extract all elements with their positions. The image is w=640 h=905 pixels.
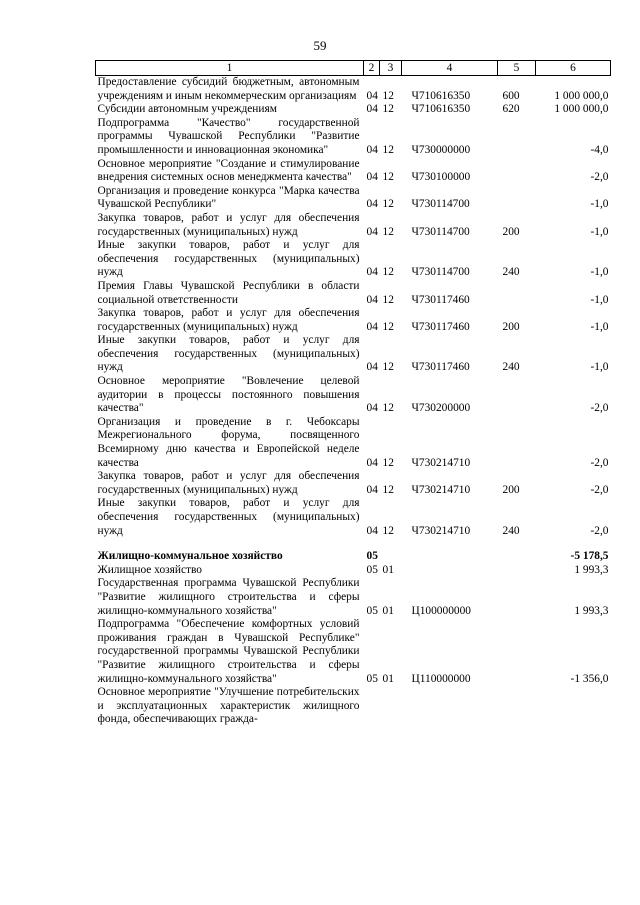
row-name: Основное мероприятие "Вовлечение целевой аудитории в процессы постоянного повышения качества" [97,375,360,415]
row-subsection: 12 [382,89,394,102]
row-subsection: 12 [382,320,394,333]
table-row [96,117,611,158]
row-name: Иные закупки товаров, работ и услуг для обеспечения государственных (муниципальных) нужд [97,334,360,374]
row-name: Закупка товаров, работ и услуг для обеспечения государственных (муниципальных) нужд [97,470,360,496]
row-amount: -1,0 [590,293,609,306]
row-target-article: Ч730117460 [411,361,470,374]
table-row [96,103,611,117]
row-target-article: Ч730000000 [411,143,471,156]
row-subsection: 12 [382,483,394,496]
row-target-article: Ч730214710 [411,456,471,469]
row-target-article: Ч730117460 [411,320,470,333]
col-header-expense-type: 5 [498,61,536,76]
row-section: 04 [366,483,378,496]
row-section: 04 [366,293,378,306]
row-amount: -2,0 [590,171,609,184]
row-subsection: 12 [382,524,394,537]
table-row [96,550,611,564]
row-section: 04 [366,143,378,156]
row-target-article: Ц110000000 [411,672,471,685]
col-header-name: 1 [96,61,364,76]
row-amount: -2,0 [590,483,609,496]
row-expense-type [498,185,536,212]
col-header-amount: 6 [536,61,611,76]
row-section: 04 [366,320,378,333]
col-header-subsection: 3 [380,61,402,76]
row-section [364,686,380,727]
row-subsection: 12 [382,143,394,156]
row-amount [536,686,611,727]
row-expense-type: 240 [502,524,520,537]
row-subsection: 12 [382,266,394,279]
row-target-article: Ч730117460 [411,293,470,306]
row-name: Жилищно-коммунальное хозяйство [97,550,283,563]
table-row [96,686,611,727]
row-name: Иные закупки товаров, работ и услуг для обеспечения государственных (муниципальных) нужд [97,239,360,279]
row-spacer [96,538,611,550]
table-row [96,470,611,497]
row-section: 04 [366,103,378,116]
row-expense-type: 200 [502,225,520,238]
row-section: 04 [366,402,378,415]
table-row [96,577,611,618]
row-expense-type [498,375,536,416]
row-name: Организация и проведение конкурса "Марка качества Чувашской Республики" [97,184,360,211]
row-name: Основное мероприятие "Улучшение потребительских и эксплуатационных характеристик жилищного фонда, обеспечивающих гражда- [97,686,360,726]
row-subsection: 01 [382,672,394,685]
row-expense-type [498,618,536,686]
row-expense-type: 600 [502,89,520,102]
row-expense-type: 200 [502,320,520,333]
row-amount: 1 993,3 [574,563,609,576]
table-row [96,185,611,212]
row-section: 04 [366,225,378,238]
row-amount: 1 993,3 [574,604,609,617]
row-amount: -2,0 [590,524,609,537]
row-expense-type [498,577,536,618]
row-subsection: 12 [382,456,394,469]
row-amount: -4,0 [590,143,609,156]
row-expense-type [498,564,536,578]
row-section: 04 [366,198,378,211]
row-target-article: Ч730114700 [411,198,470,211]
row-subsection: 12 [382,171,394,184]
row-subsection [380,686,402,727]
row-name: Государственная программа Чувашской Республики "Развитие жилищного строительства и сферы жилищно-коммунального хозяйства" [97,577,360,617]
row-amount: 1 000 000,0 [554,89,609,102]
row-name: Подпрограмма "Качество" государственной программы Чувашской Республики "Развитие промышленности и инновационная экономика" [97,116,360,156]
row-expense-type: 240 [502,361,520,374]
row-section: 04 [366,266,378,279]
row-target-article: Ч730100000 [411,171,471,184]
row-section: 05 [366,672,378,685]
budget-table-body [96,76,611,727]
row-spacer-cell [96,538,611,550]
table-row [96,280,611,307]
row-amount: -1,0 [590,320,609,333]
row-section: 05 [366,604,378,617]
row-amount: -5 178,5 [570,550,609,563]
row-expense-type [498,117,536,158]
row-expense-type [498,158,536,185]
row-expense-type [498,280,536,307]
table-row [96,618,611,686]
row-target-article: Ч730214710 [411,524,471,537]
row-target-article: Ц100000000 [411,604,471,617]
table-row [96,564,611,578]
row-name: Закупка товаров, работ и услуг для обеспечения государственных (муниципальных) нужд [97,307,360,333]
row-name: Основное мероприятие "Создание и стимулирование внедрения системных основ менеджмента качества" [97,157,360,184]
row-target-article: Ч730200000 [411,402,471,415]
row-name: Предоставление субсидий бюджетным, автономным учреждениям и иным некоммерческим организациям [97,76,360,102]
column-number-header-row [96,61,611,76]
row-subsection: 12 [382,293,394,306]
row-target-article: Ч730114700 [411,266,470,279]
row-subsection: 12 [382,402,394,415]
row-amount: 1 000 000,0 [554,103,609,116]
row-amount: -1,0 [590,361,609,374]
table-row [96,76,611,104]
row-target-article [402,550,498,564]
col-header-target-article: 4 [402,61,498,76]
table-row [96,334,611,375]
row-section: 04 [366,361,378,374]
row-subsection [380,550,402,564]
row-expense-type: 620 [502,103,520,116]
row-target-article: Ч730114700 [411,225,470,238]
row-amount: -2,0 [590,402,609,415]
row-target-article: Ч710616350 [411,103,471,116]
row-subsection: 12 [382,361,394,374]
row-section: 05 [366,550,378,563]
col-header-section: 2 [364,61,380,76]
row-amount: -2,0 [590,456,609,469]
row-amount: -1 356,0 [570,672,609,685]
row-name: Подпрограмма "Обеспечение комфортных условий проживания граждан в Чувашской Республике" государственной программы Чувашской Республики "Развитие жилищного строительства и сферы жилищно-коммунального хозяйства" [97,618,360,685]
table-row [96,375,611,416]
row-name: Субсидии автономным учреждениям [97,103,277,116]
row-expense-type [498,686,536,727]
row-name: Иные закупки товаров, работ и услуг для обеспечения государственных (муниципальных) нужд [97,497,360,537]
row-target-article: Ч730214710 [411,483,471,496]
row-subsection: 01 [382,563,394,576]
row-target-article [402,564,498,578]
table-row [96,307,611,334]
table-row [96,497,611,538]
row-name: Жилищное хозяйство [97,563,203,576]
row-expense-type: 200 [502,483,520,496]
row-section: 05 [366,563,378,576]
row-amount: -1,0 [590,198,609,211]
row-name: Организация и проведение в г. Чебоксары Межрегионального форума, посвященного Всемирному дню качества и Европейской неделе качества [97,415,360,469]
row-target-article [402,686,498,727]
table-row [96,239,611,280]
row-target-article: Ч710616350 [411,89,471,102]
table-row [96,212,611,239]
row-subsection: 12 [382,198,394,211]
table-row [96,416,611,470]
row-amount: -1,0 [590,225,609,238]
page-number: 59 [313,38,327,53]
row-section: 04 [366,524,378,537]
row-subsection: 12 [382,225,394,238]
row-expense-type [498,550,536,564]
row-section: 04 [366,171,378,184]
budget-table [95,60,611,727]
row-subsection: 12 [382,103,394,116]
table-row [96,158,611,185]
row-section: 04 [366,456,378,469]
row-subsection: 01 [382,604,394,617]
row-expense-type [498,416,536,470]
row-name: Закупка товаров, работ и услуг для обеспечения государственных (муниципальных) нужд [97,211,360,238]
row-expense-type: 240 [502,266,520,279]
row-amount: -1,0 [590,266,609,279]
row-section: 04 [366,89,378,102]
row-name: Премия Главы Чувашской Республики в области социальной ответственности [97,279,360,306]
